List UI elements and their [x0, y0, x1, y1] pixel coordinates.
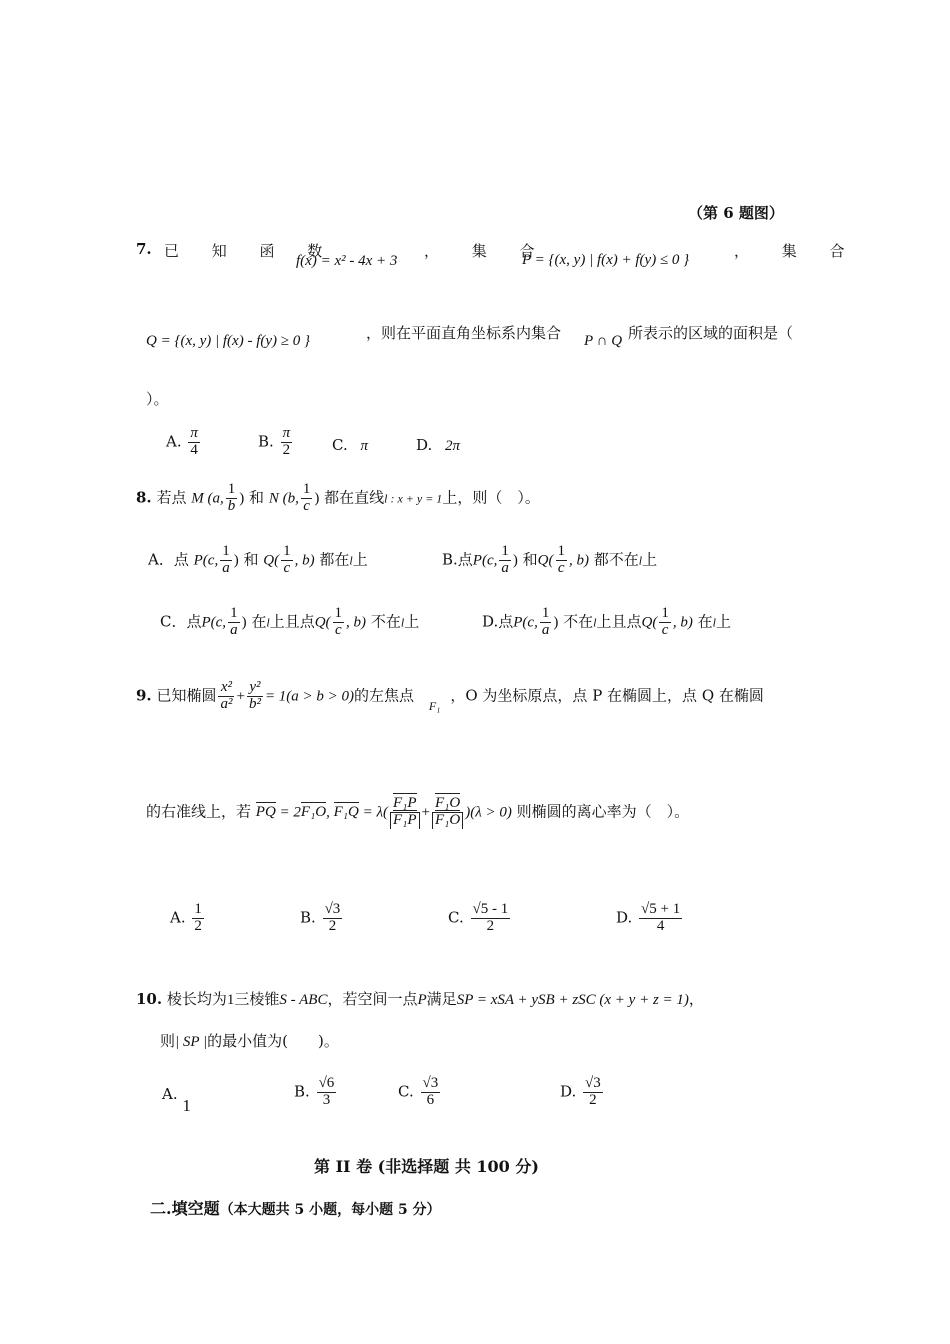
fraction: $\frac{√3}{2}$	[585, 1075, 601, 1108]
question-line: 8. 若点 M (a, $\frac{1}{b}$ ) 和 N (b, $\frac{1}{c}$ ) 都在直线l : x + y = 1上，则（ ）。	[136, 481, 540, 514]
fraction: $\frac{\text{y²}}{\text{b²}}$	[248, 679, 261, 712]
question-line: 则| SP |的最小值为( )。	[160, 1032, 339, 1050]
fraction: $\frac{1}{c}$	[302, 481, 311, 514]
option-d: D. $\frac{√3}{2}$	[560, 1075, 601, 1108]
question-text: ，则在平面直角坐标系内集合	[366, 324, 562, 342]
question-text: 已 知 函 数	[164, 242, 337, 260]
section-title: 第 II 卷 (非选择题 共 100 分)	[314, 1157, 539, 1176]
question-text: ， 集 合	[734, 242, 859, 260]
option-b: B. $\frac{√3}{2}$	[300, 901, 341, 934]
fraction: $\frac{√5 + 1}{4}$	[641, 901, 681, 934]
fraction: $\frac{√6}{3}$	[318, 1075, 335, 1108]
option-b: B. $\frac{√6}{3}$	[294, 1075, 335, 1108]
option-a: A. $\frac{\pi}{4}$	[166, 425, 198, 458]
fraction: $\frac{\text{F₁O}}{\text{F₁O}}$	[432, 796, 463, 829]
question-text: 所表示的区域的面积是（	[628, 324, 794, 342]
question-line: 9. 已知椭圆 $\frac{\text{x²}}{\text{a²}}$ + $\frac{\text{y²}}{\text{b²}}$ = 1(a > b > 0)的左焦点 $_{F_1}$，O 为坐标原点，点 P 在椭圆上，点 Q 在椭圆	[136, 679, 764, 714]
formula-set-p: P = {(x, y) | f(x) + f(y) ≤ 0 }	[522, 252, 690, 268]
formula-function: f(x) = x² - 4x + 3	[296, 253, 398, 269]
fraction: $\frac{1}{b}$	[227, 481, 236, 514]
question-text: ）。	[146, 390, 169, 408]
fraction: $\frac{√3}{2}$	[324, 901, 341, 934]
option-c: C. π	[332, 436, 369, 454]
option-b: B.点P(c, $\frac{1}{a}$ ) 和Q( $\frac{1}{c}$ , b) 都不在l上	[442, 543, 658, 576]
option-c: C．点P(c, $\frac{1}{a}$ ) 在l上且点Q( $\frac{1}{c}$ , b) 不在l上	[160, 605, 420, 638]
fraction: $\frac{\pi}{2}$	[282, 425, 291, 458]
fraction: $\frac{\text{F₁P}}{\text{F₁P}}$	[390, 796, 420, 829]
option-d: D. $\frac{√5 + 1}{4}$	[616, 901, 681, 934]
option-c: C. $\frac{√5 - 1}{2}$	[448, 901, 509, 934]
figure-caption: （第 6 题图）	[688, 204, 784, 222]
option-a: A. $\frac{1}{2}$	[170, 901, 202, 934]
formula-set-q: Q = {(x, y) | f(x) - f(y) ≥ 0 }	[146, 333, 310, 349]
option-b: B. $\frac{\pi}{2}$	[258, 425, 291, 458]
question-number: 7.	[136, 240, 152, 258]
option-d: D. 2π	[416, 436, 461, 454]
option-c: C. $\frac{√3}{6}$	[398, 1075, 439, 1108]
question-text: ， 集 合	[424, 242, 549, 260]
section-subtitle: 二.填空题（本大题共 5 小题，每小题 5 分）	[150, 1199, 441, 1218]
formula-focus: F₁	[428, 699, 441, 714]
fraction: $\frac{1}{2}$	[194, 901, 202, 934]
formula-intersection: P ∩ Q	[584, 333, 623, 349]
option-d: D.点P(c, $\frac{1}{a}$ ) 不在l上且点Q( $\frac{1}{c}$ , b) 在l上	[482, 605, 731, 638]
fraction: $\frac{√3}{6}$	[422, 1075, 439, 1108]
option-a: A．点 P(c, $\frac{1}{a}$ ) 和 Q( $\frac{1}{c}$ , b) 都在l上	[148, 543, 368, 576]
question-line: 10. 棱长均为1三棱锥S - ABC，若空间一点P满足SP = xSA + ySB + zSC (x + y + z = 1)，	[136, 990, 704, 1008]
question-line: 的右准线上，若 PQ = 2F₁O, F₁Q = λ( $\frac{\text{F₁P}}{\text{F₁P}}$ + $\frac{\text{F₁O}}{\text{F₁O}}$ )(λ > 0) 则椭圆的离心率为（ ）。	[146, 795, 690, 828]
option-a: A. 1	[162, 1085, 191, 1115]
fraction: $\frac{\text{x²}}{\text{a²}}$	[220, 679, 233, 712]
fraction: $\frac{√5 - 1}{2}$	[472, 901, 509, 934]
fraction: $\frac{\pi}{4}$	[190, 425, 198, 458]
